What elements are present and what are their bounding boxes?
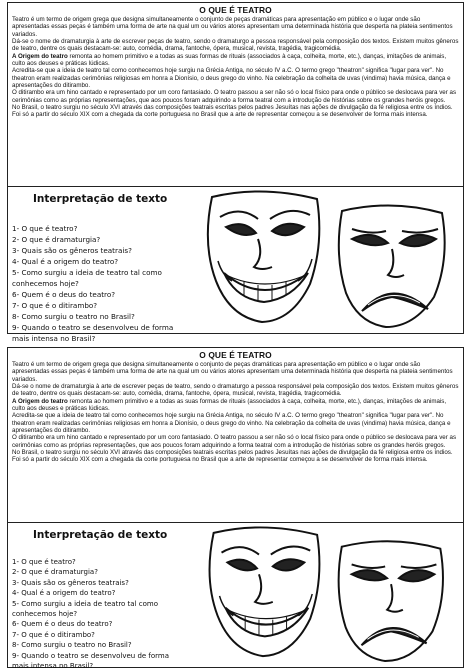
reading-text-box <box>8 348 463 523</box>
interpretation-section <box>8 187 463 343</box>
reading-text-box <box>8 3 463 187</box>
question: 4- Qual é a origem do teatro? <box>12 257 119 266</box>
question: 8- Como surgiu o teatro no Brasil? <box>12 312 135 321</box>
interpretation-title: Interpretação de texto <box>33 529 168 541</box>
interpretation-title: Interpretação de texto <box>33 193 168 205</box>
theatre-masks-illustration <box>192 525 460 663</box>
bold-lead: A Origem do teatro <box>12 52 68 60</box>
paragraph: A Origem do teatro remonta ao homem primitivo e a todas as suas formas de rituais (associados à caça, colheita, morte, etc.), danças, imitações de animais, culto aos deuses e práticas lúdicas. <box>12 52 447 68</box>
paragraph: Acredita-se que a ideia de teatro tal como conhecemos hoje surgiu na Grécia Antiga, no século IV a.C. O termo grego "theatron" significa "lugar para ver". No theatron eram realizadas cerimônias religiosas em honra a Dionísio, o deus grego do vinho. Na celebração da colheita de uvas (vindima) havia música, dança e apresentações do ditirambo. <box>12 67 451 90</box>
question: 4- Qual é a origem do teatro? <box>12 589 116 598</box>
question: 6- Quem é o deus do teatro? <box>12 620 113 629</box>
question: 1- O que é teatro? <box>12 224 78 233</box>
worksheet-top <box>7 2 464 343</box>
paragraph: A Origem do teatro remonta ao homem primitivo e a todas as suas formas de rituais (associados à caça, colheita, morte, etc.), danças, imitações de animais, culto aos deuses e práticas lúdicas. <box>12 397 447 413</box>
tragedy-mask-icon <box>339 205 445 327</box>
question: 7- O que é o ditirambo? <box>12 301 98 310</box>
question: 7- O que é o ditirambo? <box>12 630 95 639</box>
question: 3- Quais são os gêneros teatrais? <box>12 246 132 255</box>
question: 9- Quando o teatro se desenvolveu de forma mais intensa no Brasil? <box>12 323 174 343</box>
paragraph: No Brasil, o teatro surgiu no século XVI através das composições teatrais escritas pelos padres Jesuítas nas ações de divulgação da fé religiosa entre os índios. Foi só a partir do século XIX com a chegada da corte portuguesa no Brasil que a arte de representar começou a se desenvolver de forma mais intensa. <box>12 449 453 464</box>
question: 9- Quando o teatro se desenvolveu de forma mais intensa no Brasil? <box>12 651 170 671</box>
comedy-mask-icon <box>208 191 320 322</box>
paragraph: Dá-se o nome de dramaturgia à arte de escrever peças de teatro, sendo o dramaturgo a pessoa responsável pela composição dos textos. Existem muitos gêneros de teatro, dentre os quais destacam-se: auto, comédia, drama, fantoche, ópera, musical, revista, tragédia, tragicomédia. <box>12 38 459 53</box>
bold-lead: A Origem do teatro <box>12 397 68 405</box>
paragraph: Teatro é um termo de origem grega que designa simultaneamente o conjunto de peças dramáticas para apresentação em público e o lugar onde são apresentadas essas peças é também uma forma de arte na qual um ou vários atores apresentam uma determinada história que desperta na plateia sentimentos variados. <box>12 16 453 38</box>
question: 1- O que é teatro? <box>12 558 76 566</box>
question: 3- Quais são os gêneros teatrais? <box>12 578 129 587</box>
question: 2- O que é dramaturgia? <box>12 568 98 577</box>
question: 6- Quem é o deus do teatro? <box>12 290 116 299</box>
question: 8- Como surgiu o teatro no Brasil? <box>12 641 132 650</box>
paragraph: O ditirambo era um hino cantado e representado por um coro fantasiado. O teatro passou a ser não só o local físico para onde o público se deslocava para ver as cerimônias como as próprias representações, que aos poucos foram adquirindo a forma teatral com a introdução de histórias sobre os grandes heróis gregos. <box>12 89 457 104</box>
paragraph: Acredita-se que a ideia de teatro tal como conhecemos hoje surgiu na Grécia Antiga, no século IV a.C. O termo grego "theatron" significa "lugar para ver". No theatron eram realizadas cerimônias religiosas em honra a Dionísio, o deus grego do vinho. Na celebração da colheita de uvas (vindima) havia música, dança e apresentações do ditirambo. <box>12 412 451 435</box>
question: 5- Como surgiu a ideia de teatro tal como conhecemos hoje? <box>12 268 162 288</box>
question-list <box>12 557 182 671</box>
question: 2- O que é dramaturgia? <box>12 235 101 244</box>
theatre-masks-illustration <box>192 189 460 329</box>
tragedy-mask-icon <box>339 541 443 661</box>
text-title: O QUE É TEATRO <box>199 5 272 15</box>
paragraph: O ditirambo era um hino cantado e representado por um coro fantasiado. O teatro passou a ser não só o local físico para onde o público se deslocava para ver as cerimônias como as próprias representações, que aos poucos foram adquirindo a forma teatral com a introdução de histórias sobre os grandes heróis gregos. <box>12 434 457 449</box>
question: 5- Como surgiu a ideia de teatro tal como conhecemos hoje? <box>12 599 158 619</box>
interpretation-section <box>8 523 463 671</box>
worksheet-bottom <box>7 347 464 671</box>
paragraph: Teatro é um termo de origem grega que designa simultaneamente o conjunto de peças dramáticas para apresentação em público e o lugar onde são apresentadas essas peças é também uma forma de arte na qual um ou vários atores apresentam uma determinada história que desperta na plateia sentimentos variados. <box>12 361 453 383</box>
question-list <box>12 223 182 344</box>
text-title: O QUE É TEATRO <box>199 350 272 360</box>
comedy-mask-icon <box>210 527 320 656</box>
paragraph: Dá-se o nome de dramaturgia à arte de escrever peças de teatro, sendo o dramaturgo a pessoa responsável pela composição dos textos. Existem muitos gêneros de teatro, dentre os quais destacam-se: auto, comédia, drama, fantoche, ópera, musical, revista, tragédia, tragicomédia. <box>12 383 459 398</box>
paragraph: No Brasil, o teatro surgiu no século XVI através das composições teatrais escritas pelos padres Jesuítas nas ações de divulgação da fé religiosa entre os índios. Foi só a partir do século XIX com a chegada da corte portuguesa no Brasil que a arte de representar começou a se desenvolver de forma mais intensa. <box>12 104 453 119</box>
